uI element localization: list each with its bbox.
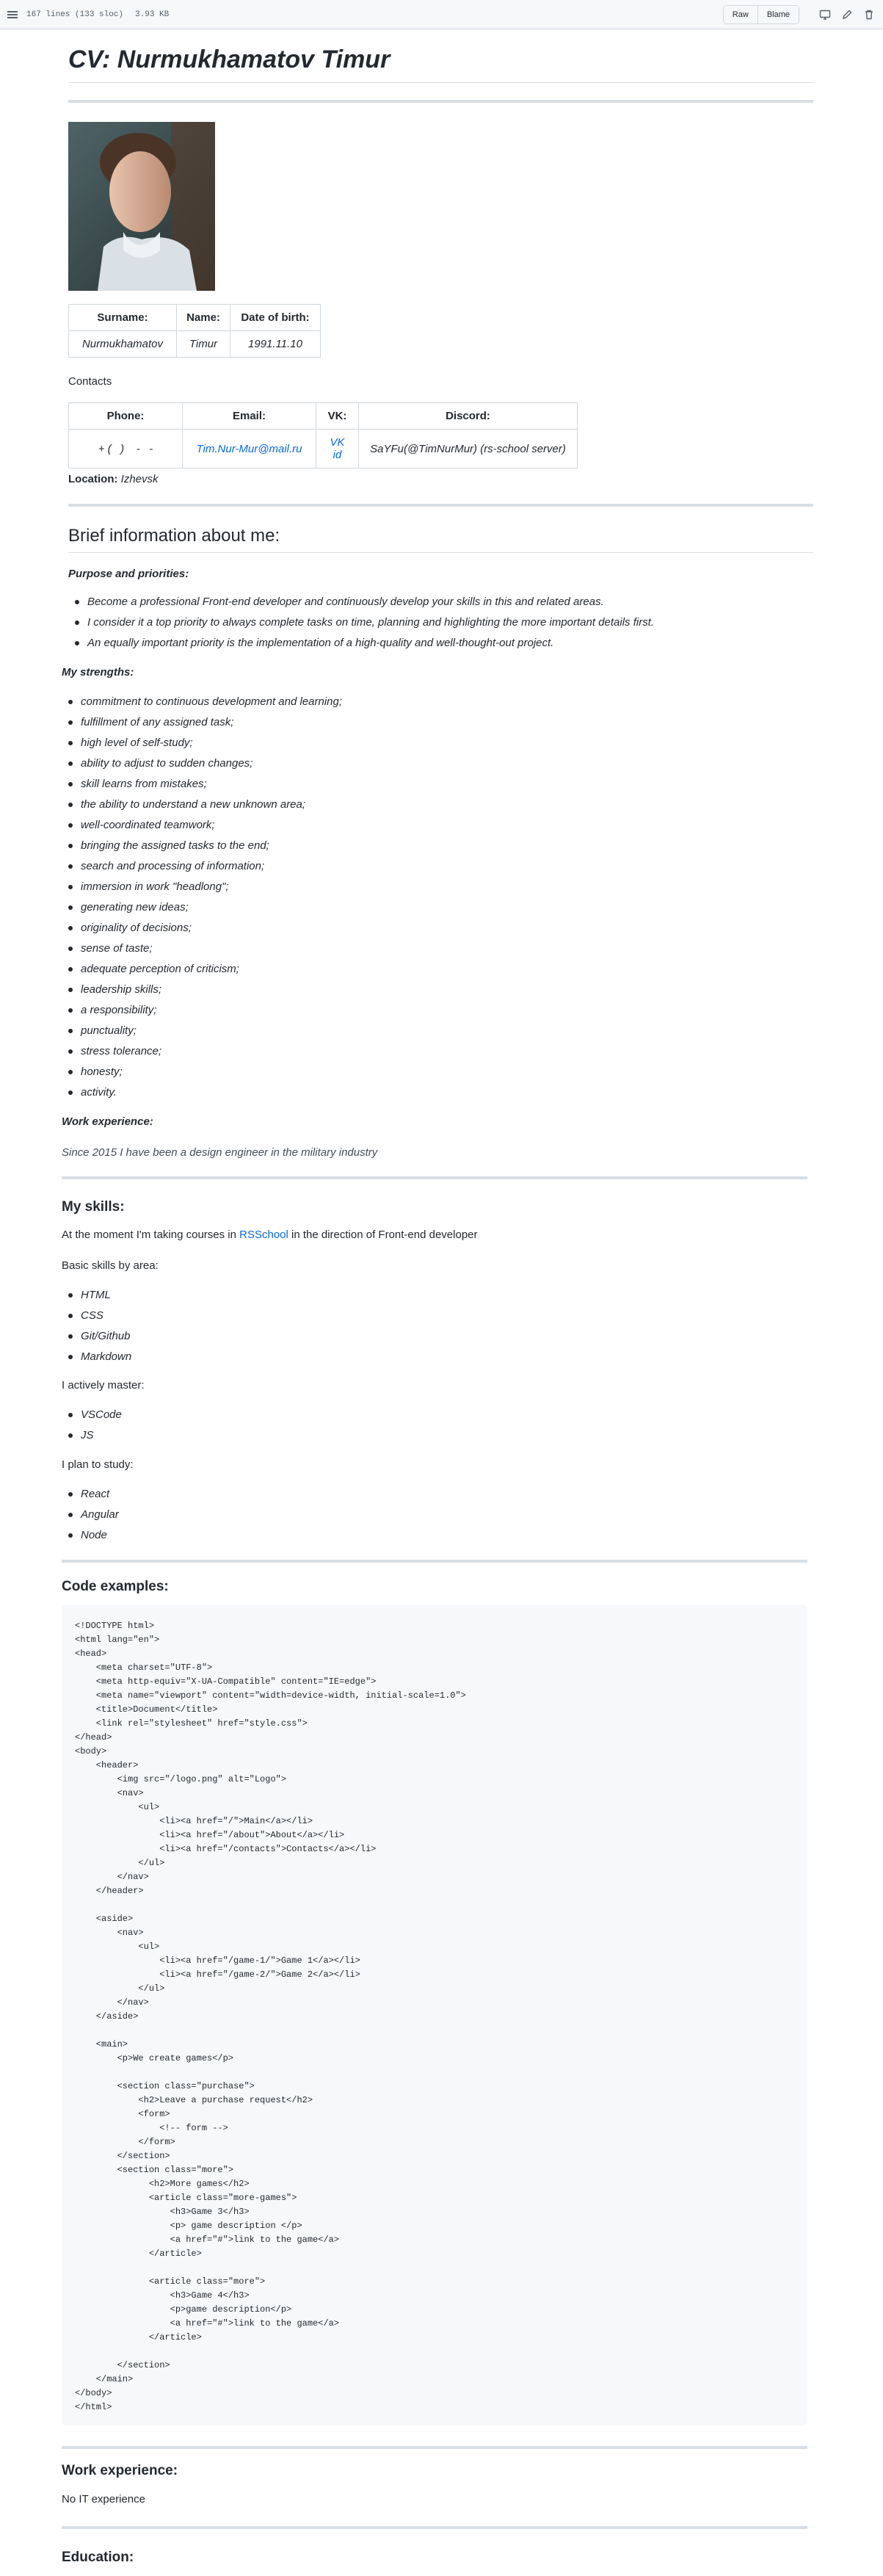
surname-value: Nurmukhamatov [69,331,177,358]
desktop-icon[interactable] [818,8,832,21]
list-item: commitment to continuous development and learning; [62,695,342,715]
contacts-table [68,402,578,468]
list-item: ability to adjust to sudden changes; [62,756,342,777]
list-item: leadership skills; [62,983,342,1003]
header-email: Email: [183,403,316,430]
plan-label: I plan to study: [62,1458,134,1471]
list-item: search and processing of information; [62,859,342,880]
menu-icon[interactable] [7,11,18,18]
header-discord: Discord: [359,403,578,430]
list-item: well-coordinated teamwork; [62,818,342,839]
line-count: 167 lines (133 sloc) [26,10,124,19]
raw-button[interactable]: Raw [724,6,757,23]
file-meta [26,10,169,19]
header-vk: VK: [316,403,359,430]
name-value: Timur [177,331,230,358]
raw-blame-group [723,5,799,24]
divider [62,2446,807,2449]
rsschool-link[interactable]: RSSchool [239,1229,288,1241]
list-item: VSCode [62,1408,122,1428]
list-item: high level of self-study; [62,736,342,756]
list-item: I consider it a top priority to always complete tasks on time, planning and highlighting the more important details first. [68,615,654,636]
personal-table [68,304,321,358]
header-surname: Surname: [69,305,177,331]
list-item: React [62,1487,119,1508]
dob-value: 1991.11.10 [230,331,321,358]
skills-intro [62,1228,478,1242]
strengths-list [62,695,342,1106]
location-label: Location: [68,473,118,485]
list-item: adequate perception of criticism; [62,962,342,983]
list-item: stress tolerance; [62,1044,342,1065]
list-item: skill learns from mistakes; [62,777,342,797]
header-name: Name: [177,305,230,331]
list-item: activity. [62,1085,342,1106]
title-divider [68,82,813,83]
plan-list [62,1487,119,1549]
list-item: CSS [62,1309,131,1329]
header-phone: Phone: [69,403,183,430]
divider [68,100,813,103]
code-source: <!DOCTYPE html> <html lang="en"> <head> <meta charset="UTF-8"> <meta http-equiv="X-UA-Compatible" content="IE=edge"> <meta name="viewport" content="width=device-width, initial-scale=1.0"> <title>Document</title> <link rel="stylesheet" href="style.css"> </head> <body> <header> <img src="/logo.png" alt="Logo"> <nav> <ul> <li><a href="/">Main</a></li> <li><a href="/about">About</a></li> <li><a href="/contacts">Contacts</a></li> </ul> </nav> </header> <aside> <nav> <ul> <li><a href="/game-1/">Game 1</a></li> <li><a href="/game-2/">Game 2</a></li> </ul> </nav> </aside> <main> <p>We create games</p> <section class="purchase"> <h2>Leave a purchase request</h2> <form> <!-- form --> </form> </section> <section class="more"> <h2>More games</h2> <article class="more-games"> <h3>Game 3</h3> <p> game description </p> <a href="#">link to the game</a> </article> <article class="more"> <h3>Game 4</h3> <p>game description</p> <a href="#">link to the game</a> </article> </section> </main> </body> </html> [75,1621,466,2412]
email-link[interactable]: Tim.Nur-Mur@mail.ru [196,442,302,455]
list-item: Angular [62,1508,119,1528]
purpose-list [68,595,654,656]
discord-value: SaYFu(@TimNurMur) (rs-school server) [359,430,578,468]
location-value: Izhevsk [120,473,159,485]
basic-skills-list [62,1288,131,1370]
skills-intro-text-end: in the direction of Front-end developer [288,1229,478,1241]
strengths-heading: My strengths: [62,666,134,679]
skills-heading: My skills: [62,1199,125,1215]
list-item: Node [62,1528,119,1549]
education-heading: Education: [62,2550,134,2565]
list-item: bringing the assigned tasks to the end; [62,839,342,859]
list-item: honesty; [62,1065,342,1085]
header-dob: Date of birth: [230,305,321,331]
work-experience-text: No IT experience [62,2493,145,2506]
list-item: the ability to understand a new unknown area; [62,797,342,818]
divider [62,1560,807,1563]
brief-heading-divider [68,552,813,553]
divider [62,2526,807,2529]
work-heading: Work experience: [62,1115,153,1128]
list-item: JS [62,1428,122,1449]
page-title: CV: Nurmukhamatov Timur [68,46,390,73]
file-toolbar [0,0,883,29]
list-item: originality of decisions; [62,921,342,941]
brief-heading: Brief information about me: [68,526,280,546]
list-item: fulfillment of any assigned task; [62,715,342,736]
location [68,472,159,487]
vk-link[interactable]: VK id [330,436,345,461]
pencil-icon[interactable] [840,8,854,21]
work-experience-heading: Work experience: [62,2463,178,2478]
list-item: a responsibility; [62,1003,342,1024]
code-block [62,1604,807,2425]
list-item: An equally important priority is the implementation of a high-quality and well-thought-out project. [68,636,654,656]
phone-value: + ( ) - - [69,430,183,468]
basic-skills-label: Basic skills by area: [62,1259,159,1272]
blame-button[interactable]: Blame [757,6,799,23]
divider [62,1176,807,1179]
work-text: Since 2015 I have been a design engineer in the military industry [62,1146,378,1159]
contacts-label: Contacts [68,375,112,388]
profile-photo [68,122,215,291]
list-item: sense of taste; [62,941,342,962]
purpose-heading: Purpose and priorities: [68,568,189,580]
list-item: generating new ideas; [62,900,342,921]
list-item: HTML [62,1288,131,1309]
skills-intro-text: At the moment I'm taking courses in [62,1229,240,1241]
list-item: Git/Github [62,1329,131,1350]
list-item: Markdown [62,1350,131,1370]
master-list [62,1408,122,1449]
file-size: 3.93 KB [135,10,170,19]
list-item: immersion in work "headlong"; [62,880,342,900]
master-label: I actively master: [62,1379,145,1392]
list-item: punctuality; [62,1024,342,1044]
divider [68,504,813,507]
trash-icon[interactable] [862,8,876,21]
list-item: Become a professional Front-end developer and continuously develop your skills in this and related areas. [68,595,654,615]
code-heading: Code examples: [62,1579,169,1594]
